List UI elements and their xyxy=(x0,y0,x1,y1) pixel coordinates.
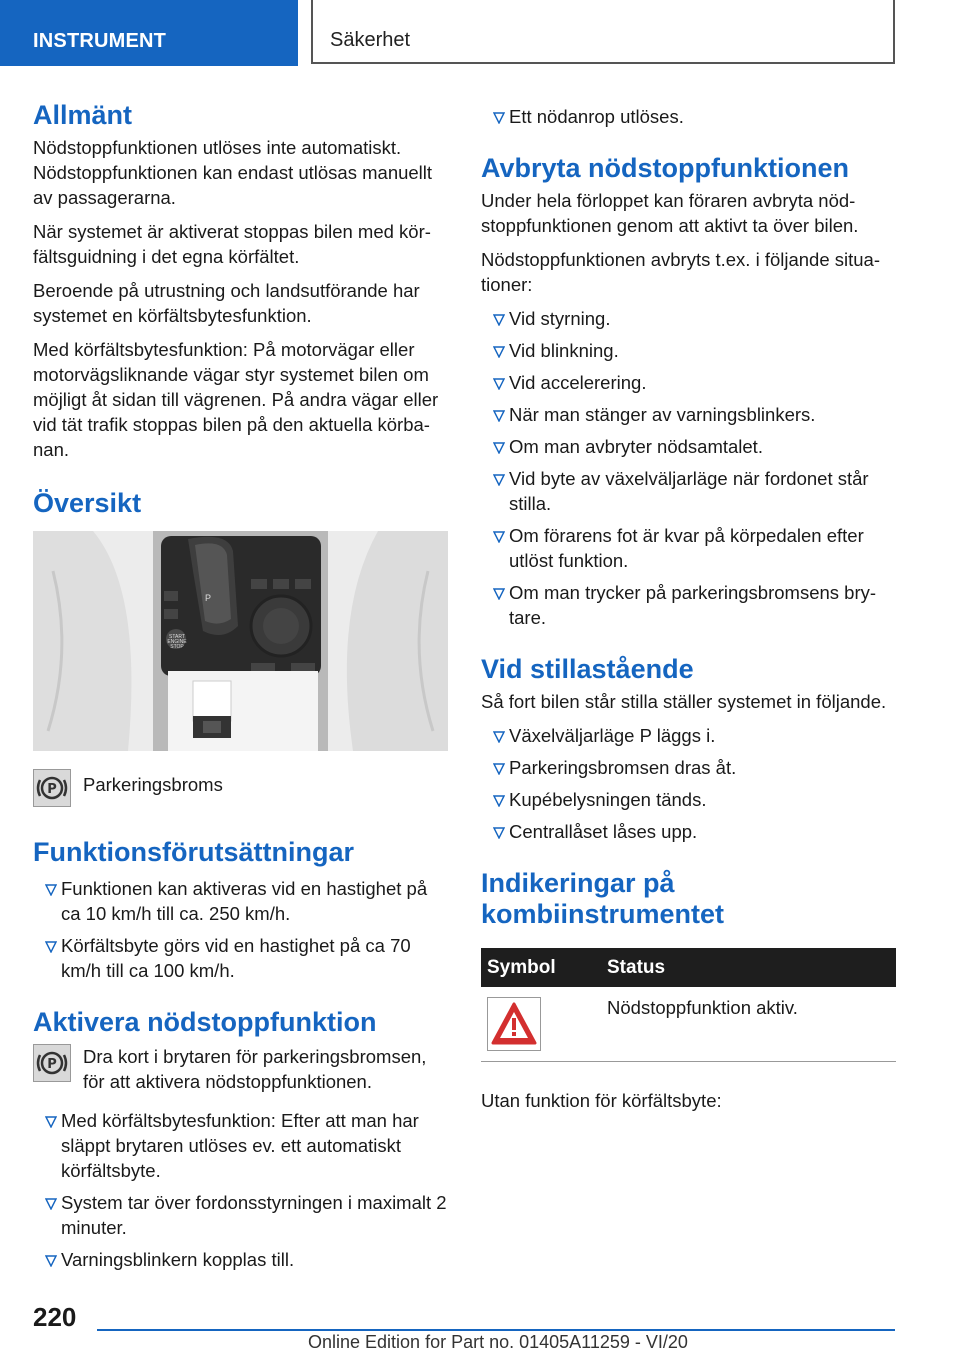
symbol-cell xyxy=(481,987,607,1062)
svg-text:P: P xyxy=(47,1057,57,1072)
bullet-list xyxy=(33,876,448,983)
list-item: Växelväljarläge P läggs i. xyxy=(481,723,896,748)
list-item: Kupébelysningen tänds. xyxy=(481,787,896,812)
activate-text: Dra kort i brytaren för parkeringsbromsen, för att aktivera nödstoppfunktionen. xyxy=(83,1046,427,1092)
paragraph: Nödstoppfunktionen utlöses inte automatiskt. Nödstoppfunktionen kan endast utlösas manuellt av passagerarna. xyxy=(33,137,433,208)
heading-avbryta: Avbryta nödstoppfunktionen xyxy=(481,153,849,183)
parking-brake-icon xyxy=(33,769,71,807)
list-item: Körfältsbyte görs vid en hastighet på ca 70 km/h till ca 100 km/h. xyxy=(33,933,448,983)
list-item: Om man avbryter nödsamtalet. xyxy=(481,434,896,459)
warning-triangle-icon xyxy=(487,997,541,1051)
paragraph: Under hela förloppet kan föraren avbryta nöd-stoppfunktionen genom att aktivt ta över bilen. xyxy=(481,190,859,236)
heading-line-1: Indikeringar på xyxy=(481,868,675,898)
list-item: Om förarens fot är kvar på körpedalen efter utlöst funktion. xyxy=(481,523,896,573)
paragraph: Med körfältsbytesfunktion: På motorvägar eller motorvägsliknande vägar styr systemet bilen om möjligt åt sidan till vägrenen. På andra vägar eller vid tät trafik stoppas bilen på den aktuella körba-nan. xyxy=(33,339,439,460)
list-item: Vid accelerering. xyxy=(481,370,896,395)
list-item: När man stänger av varningsblinkers. xyxy=(481,402,896,427)
heading-line-2: kombiinstrumentet xyxy=(481,899,725,929)
heading-stilla: Vid stillastående xyxy=(481,654,694,684)
list-item: Centrallåset låses upp. xyxy=(481,819,896,844)
symbol-table xyxy=(481,948,896,1062)
svg-text:P: P xyxy=(47,782,57,797)
footer-edition: Online Edition for Part no. 01405A11259 - VI/20 xyxy=(308,1332,688,1352)
parking-brake-label: Parkeringsbroms xyxy=(83,774,223,795)
bullet-list xyxy=(481,306,896,630)
status-cell: Nödstoppfunktion aktiv. xyxy=(607,987,896,1062)
footer-divider xyxy=(97,1329,895,1331)
heading-oversikt: Översikt xyxy=(33,488,142,518)
heading-allmant: Allmänt xyxy=(33,100,133,130)
paragraph: Utan funktion för körfältsbyte: xyxy=(481,1090,722,1111)
table-header-symbol: Symbol xyxy=(481,948,607,987)
paragraph: Nödstoppfunktionen avbryts t.ex. i följande situa-tioner: xyxy=(481,249,881,295)
bullet-list xyxy=(481,723,896,844)
heading-funktion: Funktionsförutsättningar xyxy=(33,837,354,867)
heading-indikering xyxy=(481,868,896,930)
bullet-list xyxy=(33,1108,448,1272)
bullet-list xyxy=(481,104,896,129)
paragraph: Så fort bilen står stilla ställer systemet in följande. xyxy=(481,691,887,712)
list-item: Parkeringsbromsen dras åt. xyxy=(481,755,896,780)
activate-instruction xyxy=(33,1044,448,1094)
list-item: System tar över fordonsstyrningen i maximalt 2 minuter. xyxy=(33,1190,448,1240)
page-number: 220 xyxy=(33,1302,77,1332)
list-item: Vid blinkning. xyxy=(481,338,896,363)
list-item: Om man trycker på parkeringsbromsens bry-tare. xyxy=(481,580,896,630)
table-row xyxy=(481,987,896,1062)
paragraph: När systemet är aktiverat stoppas bilen med kör-fältsguidning i det egna körfältet. xyxy=(33,221,431,267)
list-item: Varningsblinkern kopplas till. xyxy=(33,1247,448,1272)
list-item: Vid byte av växelväljarläge när fordonet står stilla. xyxy=(481,466,896,516)
console-photo xyxy=(33,531,448,751)
list-item: Vid styrning. xyxy=(481,306,896,331)
right-column xyxy=(481,104,896,1122)
list-item: Ett nödanrop utlöses. xyxy=(481,104,896,129)
console-illustration xyxy=(33,531,448,751)
header-section: INSTRUMENT xyxy=(0,0,298,66)
list-item: Med körfältsbytesfunktion: Efter att man har släppt brytaren utlöses ev. ett automatiskt körfältsbyte. xyxy=(33,1108,448,1183)
table-header-status: Status xyxy=(607,948,896,987)
photo-label-p: P xyxy=(205,593,212,603)
heading-aktivera: Aktivera nödstoppfunktion xyxy=(33,1007,377,1037)
paragraph: Beroende på utrustning och landsutförande har systemet en körfältsbytesfunktion. xyxy=(33,280,420,326)
list-item: Funktionen kan aktiveras vid en hastighet på ca 10 km/h till ca. 250 km/h. xyxy=(33,876,448,926)
photo-label-start: START ENGINE STOP xyxy=(167,634,187,650)
parking-brake-legend xyxy=(33,769,448,807)
parking-brake-icon xyxy=(33,1044,71,1082)
header-topic: Säkerhet xyxy=(311,0,895,64)
left-column xyxy=(33,100,448,1279)
